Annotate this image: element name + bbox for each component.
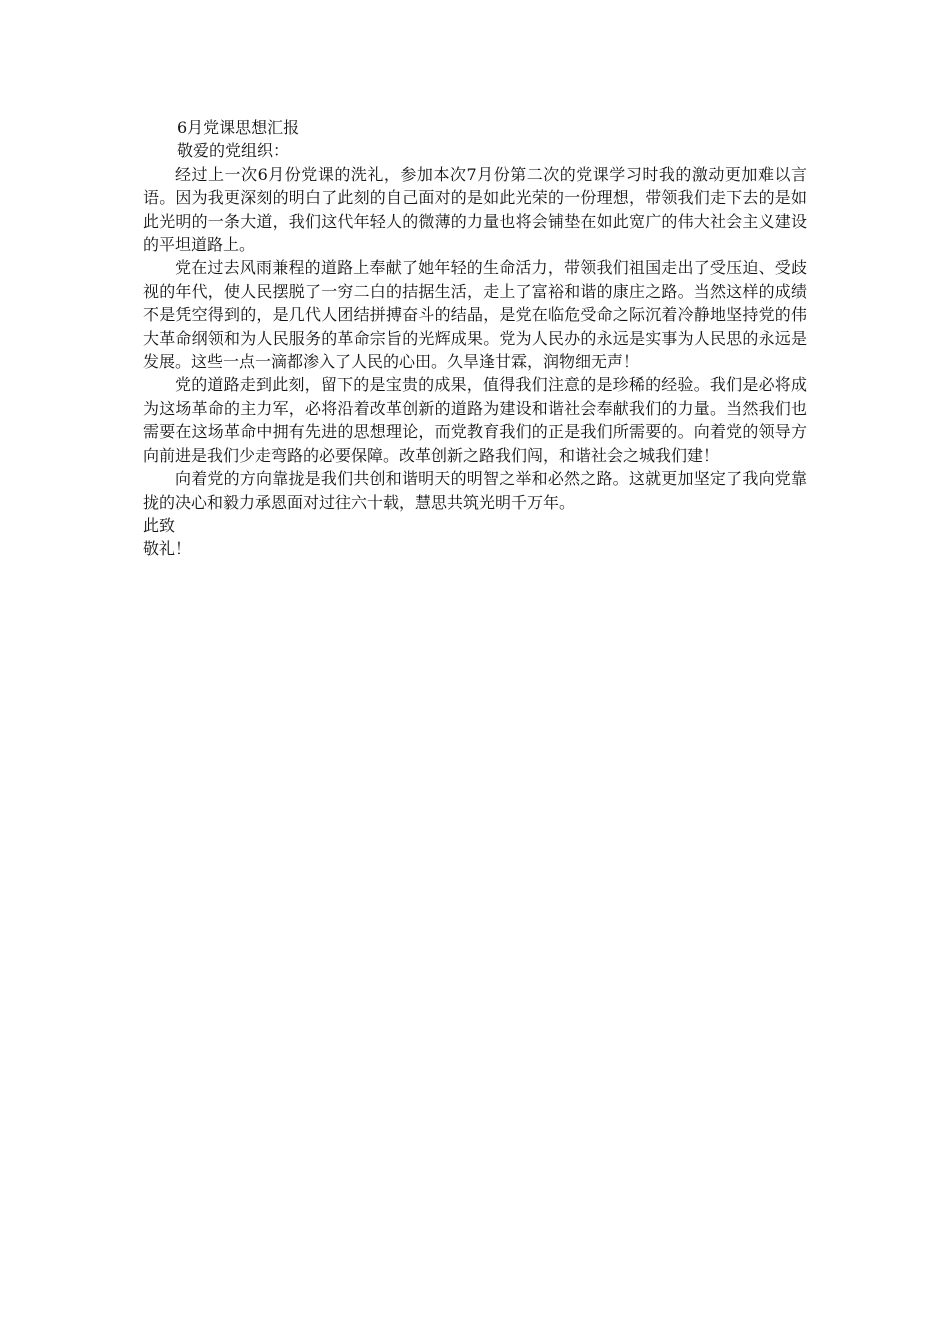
document-page [143,116,807,561]
salutation: 敬爱的党组织： [177,141,290,161]
paragraph-1: 经过上一次6月份党课的洗礼，参加本次7月份第二次的党课学习时我的激动更加难以言语。因为我更深刻的明白了此刻的自己面对的是如此光荣的一份理想，带领我们走下去的是如此光明的一条大道，我们这代年轻人的微薄的力量也将会铺垫在如此宽广的伟大社会主义建设的平坦道路上。 [143,164,807,255]
paragraph-3: 党的道路走到此刻，留下的是宝贵的成果，值得我们注意的是珍稀的经验。我们是必将成为这场革命的主力军，必将沿着改革创新的道路为建设和谐社会奉献我们的力量。当然我们也需要在这场革命中拥有先进的思想理论，而党教育我们的正是我们所需要的。向着党的领导方向前进是我们少走弯路的必要保障。改革创新之路我们闯，和谐社会之城我们建！ [143,375,807,465]
paragraph-2: 党在过去风雨兼程的道路上奉献了她年轻的生命活力，带领我们祖国走出了受压迫、受歧视的年代，使人民摆脱了一穷二白的拮据生活，走上了富裕和谐的康庄之路。当然这样的成绩不是凭空得到的，是几代人团结拼搏奋斗的结晶，是党在临危受命之际沉着冷静地坚持党的伟大革命纲领和为人民服务的革命宗旨的光辉成果。党为人民办的永远是实事为人民思的永远是发展。这些一点一滴都渗入了人民的心田。久旱逢甘霖，润物细无声！ [143,258,807,372]
closing-line-1: 此致 [143,515,176,535]
document-title: 6月党课思想汇报 [177,118,300,137]
closing-line-2: 敬礼！ [143,539,192,559]
paragraph-4: 向着党的方向靠拢是我们共创和谐明天的明智之举和必然之路。这就更加坚定了我向党靠拢的决心和毅力承恩面对过往六十载，慧思共筑光明千万年。 [143,469,807,512]
